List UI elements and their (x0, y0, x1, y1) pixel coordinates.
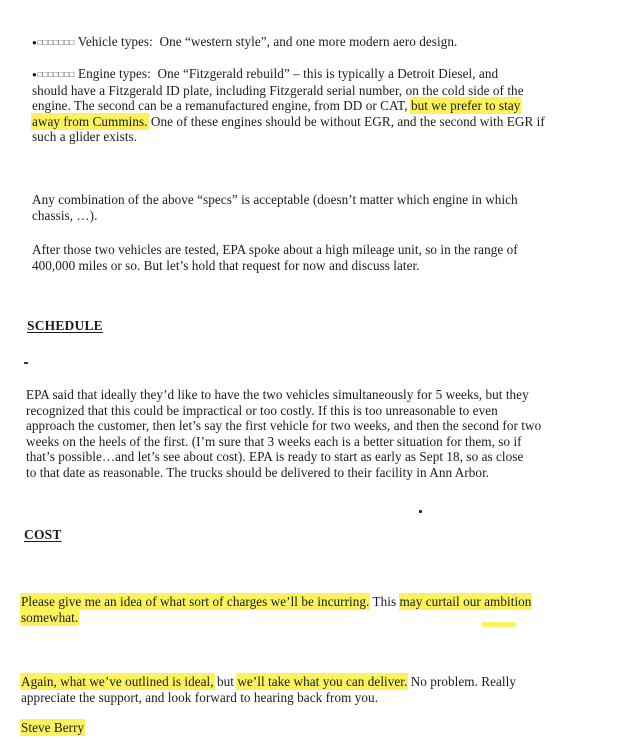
after-tests-paragraph (32, 242, 518, 273)
engine-types-line4: One of these engines should be without EGR, and the second with EGR if (147, 113, 545, 129)
signature (21, 720, 84, 736)
bullet-icon: ●□□□□□□□ (32, 38, 75, 47)
highlight-deliver: we’ll take what you can deliver. (237, 674, 408, 689)
schedule-line3: approach the customer, then let’s say the first vehicle for two weeks, and then the second for two (26, 418, 542, 433)
stray-dash (24, 362, 28, 364)
cost-p1-mid: This (369, 594, 400, 609)
bullet-icon: ●□□□□□□□ (32, 70, 75, 79)
combination-line1: Any combination of the above “specs” is acceptable (doesn’t matter which engine in which (32, 192, 518, 207)
schedule-heading: SCHEDULE (27, 318, 103, 333)
cost-p2-mid: but (213, 674, 238, 689)
scan-speck (419, 510, 422, 513)
engine-types-line3: engine. The second can be a remanufactured engine, from DD or CAT, (32, 98, 411, 113)
highlight-charges: Please give me an idea of what sort of charges we’ll be incurring. (21, 594, 370, 609)
schedule-paragraph (26, 387, 541, 480)
highlight-prefer-stay: but we prefer to stay (410, 98, 521, 113)
after-tests-line1: After those two vehicles are tested, EPA spoke about a high mileage unit, so in the range of (32, 242, 518, 257)
combination-paragraph (32, 192, 518, 223)
cost-heading: COST (24, 527, 62, 542)
vehicle-types-label: Vehicle types: (77, 34, 153, 49)
highlight-ideal: Again, what we’ve outlined is ideal, (21, 674, 214, 689)
schedule-line1: EPA said that ideally they’d like to have the two vehicles simultaneously for 5 weeks, but they (26, 387, 529, 402)
engine-types-line1: One “Fitzgerald rebuild” – this is typically a Detroit Diesel, and (157, 66, 499, 81)
vehicle-types-paragraph (32, 34, 457, 51)
cost-p2-line2: appreciate the support, and look forward to hearing back from you. (21, 689, 379, 705)
highlight-somewhat: somewhat. (21, 609, 79, 625)
schedule-line5: that’s possible…and let’s see about cost). EPA is ready to start as early as Sept 18, so as close (26, 449, 524, 464)
after-tests-line2: 400,000 miles or so. But let’s hold that request for now and discuss later. (32, 257, 420, 273)
cost-paragraph-2 (21, 674, 516, 705)
vehicle-types-text: One “western style”, and one more modern aero design. (159, 34, 458, 49)
cost-paragraph-1 (21, 594, 531, 625)
signature-name: Steve Berry (21, 720, 85, 735)
engine-types-paragraph (32, 66, 545, 145)
engine-types-line2: should have a Fitzgerald ID plate, including Fitzgerald serial number, on the cold side of the (32, 82, 524, 98)
engine-types-label: Engine types: (78, 66, 151, 81)
highlight-stroke (482, 622, 516, 627)
highlight-curtail: may curtail our ambition (399, 594, 532, 609)
cost-p2-rest: No problem. Really (407, 674, 516, 689)
engine-types-line5: such a glider exists. (32, 129, 138, 144)
schedule-line6: to that date as reasonable. The trucks should be delivered to their facility in Ann Arbor. (26, 464, 490, 480)
highlight-away-cummins: away from Cummins. (32, 113, 148, 129)
schedule-line4: weeks on the heels of the first. (I’m sure that 3 weeks each is a better situation for them, so if (26, 433, 522, 449)
combination-line2: chassis, …). (32, 207, 98, 223)
schedule-line2: recognized that this could be impractical or too costly. If this is too unreasonable to even (26, 402, 498, 418)
